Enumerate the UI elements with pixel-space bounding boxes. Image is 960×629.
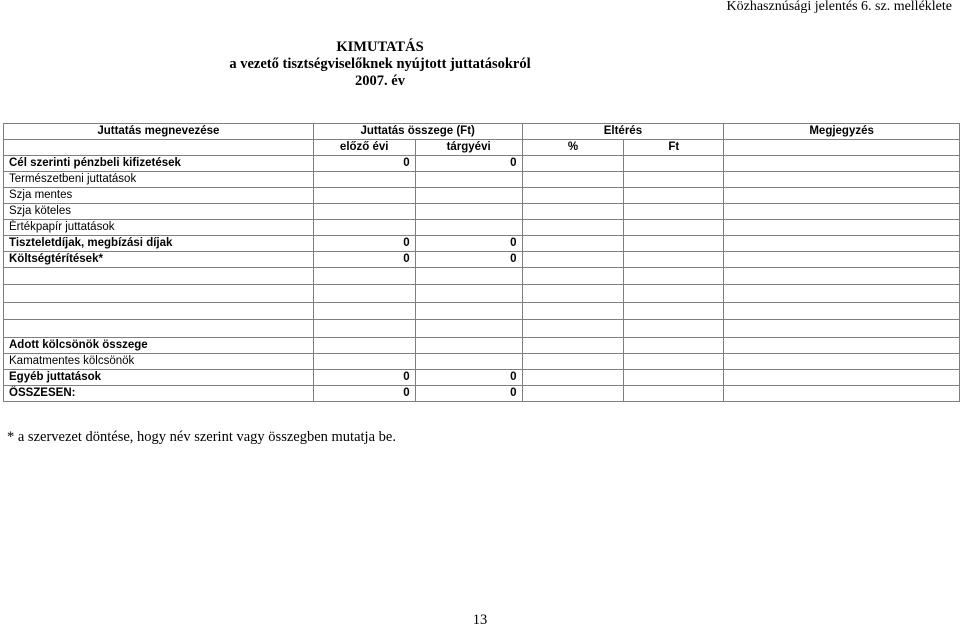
- row-percent: [522, 236, 624, 252]
- row-label: Szja mentes: [4, 188, 314, 204]
- row-prev-value: [313, 338, 415, 354]
- row-ft: [624, 252, 724, 268]
- header-name: Juttatás megnevezése: [4, 124, 314, 140]
- row-label: Értékpapír juttatások: [4, 220, 314, 236]
- benefits-table: [3, 123, 960, 402]
- table-row: [4, 188, 960, 204]
- header-ft: Ft: [624, 140, 724, 156]
- row-note: [724, 156, 960, 172]
- row-percent: [522, 188, 624, 204]
- row-ft: [624, 236, 724, 252]
- row-ft: [624, 338, 724, 354]
- row-note: [724, 252, 960, 268]
- table-row: [4, 236, 960, 252]
- row-current-value: [415, 188, 522, 204]
- row-ft: [624, 386, 724, 402]
- table-row: [4, 252, 960, 268]
- row-prev-value: 0: [313, 370, 415, 386]
- row-label: Cél szerinti pénzbeli kifizetések: [4, 156, 314, 172]
- header-percent: %: [522, 140, 624, 156]
- row-current-value: [415, 354, 522, 370]
- row-note: [724, 172, 960, 188]
- row-current-value: [415, 220, 522, 236]
- row-prev-value: 0: [313, 156, 415, 172]
- row-prev-value: 0: [313, 252, 415, 268]
- header-note: Megjegyzés: [724, 124, 960, 140]
- row-ft: [624, 172, 724, 188]
- row-percent: [522, 354, 624, 370]
- table-row: [4, 338, 960, 354]
- table-row: [4, 386, 960, 402]
- title-line-2: a vezető tisztségviselőknek nyújtott juttatásokról: [229, 56, 531, 72]
- row-percent: [522, 220, 624, 236]
- page-number: 13: [472, 612, 488, 628]
- report-title: [0, 39, 760, 90]
- row-ft: [624, 370, 724, 386]
- row-prev-value: [313, 204, 415, 220]
- row-ft: [624, 354, 724, 370]
- table-row: [4, 204, 960, 220]
- row-prev-value: [313, 220, 415, 236]
- row-percent: [522, 338, 624, 354]
- row-note: [724, 386, 960, 402]
- row-label: Kamatmentes kölcsönök: [4, 354, 314, 370]
- row-current-value: 0: [415, 386, 522, 402]
- title-line-3: 2007. év: [355, 73, 405, 89]
- empty-row: [4, 285, 960, 303]
- row-current-value: 0: [415, 252, 522, 268]
- row-current-value: [415, 338, 522, 354]
- row-percent: [522, 386, 624, 402]
- row-percent: [522, 156, 624, 172]
- row-ft: [624, 220, 724, 236]
- header-prev-year: előző évi: [313, 140, 415, 156]
- empty-row: [4, 268, 960, 285]
- table-header-row: [4, 124, 960, 140]
- row-note: [724, 338, 960, 354]
- row-label: Természetbeni juttatások: [4, 172, 314, 188]
- row-note: [724, 236, 960, 252]
- row-note: [724, 354, 960, 370]
- row-label: ÖSSZESEN:: [4, 386, 314, 402]
- row-percent: [522, 172, 624, 188]
- table-row: [4, 354, 960, 370]
- table-row: [4, 172, 960, 188]
- row-ft: [624, 156, 724, 172]
- row-current-value: [415, 204, 522, 220]
- row-label: Adott kölcsönök összege: [4, 338, 314, 354]
- subheader-note-empty: [724, 140, 960, 156]
- header-current-year: tárgyévi: [415, 140, 522, 156]
- row-ft: [624, 188, 724, 204]
- row-current-value: 0: [415, 236, 522, 252]
- row-prev-value: 0: [313, 236, 415, 252]
- header-difference: Eltérés: [522, 124, 724, 140]
- table-row: [4, 370, 960, 386]
- table-row: [4, 220, 960, 236]
- row-note: [724, 220, 960, 236]
- row-note: [724, 204, 960, 220]
- row-label: Szja köteles: [4, 204, 314, 220]
- row-note: [724, 370, 960, 386]
- table-subheader-row: [4, 140, 960, 156]
- row-percent: [522, 252, 624, 268]
- empty-row: [4, 320, 960, 338]
- row-prev-value: [313, 354, 415, 370]
- row-note: [724, 188, 960, 204]
- annex-note: Közhasznúsági jelentés 6. sz. melléklete: [726, 0, 952, 14]
- row-prev-value: [313, 172, 415, 188]
- row-prev-value: 0: [313, 386, 415, 402]
- row-label: Költségtérítések*: [4, 252, 314, 268]
- row-current-value: 0: [415, 370, 522, 386]
- row-label: Egyéb juttatások: [4, 370, 314, 386]
- row-label: Tiszteletdíjak, megbízási díjak: [4, 236, 314, 252]
- row-ft: [624, 204, 724, 220]
- row-current-value: 0: [415, 156, 522, 172]
- subheader-empty: [4, 140, 314, 156]
- empty-row: [4, 303, 960, 320]
- row-percent: [522, 370, 624, 386]
- footnote: * a szervezet döntése, hogy név szerint vagy összegben mutatja be.: [7, 429, 396, 445]
- row-prev-value: [313, 188, 415, 204]
- table-row: [4, 156, 960, 172]
- title-line-1: KIMUTATÁS: [336, 39, 424, 55]
- row-percent: [522, 204, 624, 220]
- header-amount: Juttatás összege (Ft): [313, 124, 522, 140]
- row-current-value: [415, 172, 522, 188]
